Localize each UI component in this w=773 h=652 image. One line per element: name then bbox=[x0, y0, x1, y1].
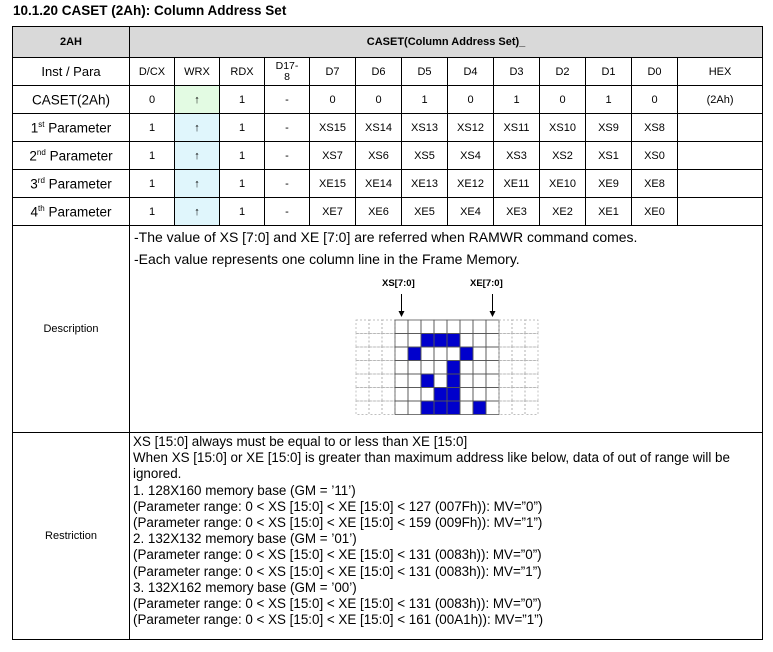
table-cell: XE3 bbox=[494, 198, 540, 226]
column-header: D5 bbox=[402, 58, 448, 86]
restriction-line: (Parameter range: 0 < XS [15:0] < XE [15:0] < 161 (00A1h)): MV=”1”) bbox=[133, 612, 544, 628]
table-row bbox=[13, 198, 763, 226]
dashed-cell bbox=[356, 320, 369, 334]
table-cell: - bbox=[265, 142, 310, 170]
dashed-cell bbox=[369, 347, 382, 361]
table-cell: 0 bbox=[356, 86, 402, 114]
dashed-cell bbox=[382, 374, 395, 388]
dashed-cell bbox=[499, 388, 512, 402]
filled-pixel bbox=[460, 347, 473, 361]
xe-label: XE[7:0] bbox=[470, 278, 503, 289]
table-cell: XE4 bbox=[448, 198, 494, 226]
dashed-cell bbox=[356, 361, 369, 375]
table-cell bbox=[678, 198, 763, 226]
table-cell: XS7 bbox=[310, 142, 356, 170]
table-cell: XE15 bbox=[310, 170, 356, 198]
column-header-row bbox=[13, 58, 763, 86]
table-cell bbox=[678, 114, 763, 142]
dashed-cell bbox=[382, 334, 395, 348]
description-row bbox=[13, 226, 763, 433]
row-label-suffix: Parameter bbox=[44, 120, 112, 136]
dashed-cell bbox=[369, 374, 382, 388]
table-cell: 1 bbox=[130, 198, 175, 226]
row-label bbox=[13, 142, 130, 170]
dashed-cell bbox=[356, 388, 369, 402]
restriction-line: When XS [15:0] or XE [15:0] is greater than maximum address like below, data of out of range will be ignored. bbox=[133, 450, 730, 482]
restriction-line: 1. 128X160 memory base (GM = ’11’) bbox=[133, 482, 356, 498]
dashed-cell bbox=[369, 334, 382, 348]
grid-cell bbox=[408, 361, 421, 375]
dashed-cell bbox=[369, 361, 382, 375]
filled-pixel bbox=[421, 374, 434, 388]
grid-cell bbox=[408, 320, 421, 334]
dashed-cell bbox=[525, 388, 538, 402]
header-code: 2AH bbox=[13, 27, 130, 58]
dashed-cell bbox=[382, 361, 395, 375]
xs-arrowhead bbox=[399, 311, 405, 317]
table-cell: XS2 bbox=[540, 142, 586, 170]
dashed-cell bbox=[512, 320, 525, 334]
table-cell: XS14 bbox=[356, 114, 402, 142]
dashed-cell bbox=[512, 347, 525, 361]
grid-cell bbox=[408, 388, 421, 402]
dashed-cell bbox=[369, 388, 382, 402]
table-cell: XE10 bbox=[540, 170, 586, 198]
table-cell: XE5 bbox=[402, 198, 448, 226]
table-cell: 1 bbox=[130, 170, 175, 198]
table-row bbox=[13, 86, 763, 114]
grid-cell bbox=[473, 388, 486, 402]
table-cell: XE8 bbox=[632, 170, 678, 198]
table-cell: XS12 bbox=[448, 114, 494, 142]
table-row bbox=[13, 114, 763, 142]
row-label bbox=[13, 86, 130, 114]
dashed-cell bbox=[499, 374, 512, 388]
description-line-2: -Each value represents one column line in the Frame Memory. bbox=[134, 251, 520, 267]
grid-cell bbox=[421, 388, 434, 402]
grid-cell bbox=[434, 347, 447, 361]
column-header: Inst / Para bbox=[13, 58, 130, 86]
filled-pixel bbox=[421, 401, 434, 415]
table-cell: ↑ bbox=[175, 86, 220, 114]
table-cell: XS15 bbox=[310, 114, 356, 142]
dashed-cell bbox=[512, 401, 525, 415]
table-cell: XS11 bbox=[494, 114, 540, 142]
restriction-line: (Parameter range: 0 < XS [15:0] < XE [15:0] < 127 (007Fh)): MV=”0”) bbox=[133, 498, 543, 514]
table-cell: XE14 bbox=[356, 170, 402, 198]
grid-cell bbox=[408, 374, 421, 388]
table-cell: XE0 bbox=[632, 198, 678, 226]
grid-cell bbox=[421, 320, 434, 334]
table-cell: 1 bbox=[220, 198, 265, 226]
row-label-suffix: Parameter bbox=[45, 148, 113, 164]
row-label-text: 1 bbox=[30, 120, 39, 136]
table-cell: 1 bbox=[220, 142, 265, 170]
table-cell: 1 bbox=[586, 86, 632, 114]
filled-pixel bbox=[434, 401, 447, 415]
dashed-cell bbox=[499, 361, 512, 375]
frame-memory-diagram bbox=[350, 278, 550, 443]
table-cell: 1 bbox=[130, 142, 175, 170]
row-label-text: CASET(2Ah) bbox=[31, 92, 111, 108]
table-cell: 1 bbox=[494, 86, 540, 114]
table-cell: XE2 bbox=[540, 198, 586, 226]
table-cell: ↑ bbox=[175, 114, 220, 142]
filled-pixel bbox=[434, 388, 447, 402]
table-cell: 0 bbox=[310, 86, 356, 114]
dashed-cell bbox=[499, 347, 512, 361]
dashed-cell bbox=[525, 334, 538, 348]
xs-label: XS[7:0] bbox=[382, 278, 415, 289]
table-cell: (2Ah) bbox=[678, 86, 763, 114]
column-header: D1 bbox=[586, 58, 632, 86]
table-cell: XS5 bbox=[402, 142, 448, 170]
table-cell: - bbox=[265, 86, 310, 114]
table-cell: XS8 bbox=[632, 114, 678, 142]
dashed-cell bbox=[356, 347, 369, 361]
table-cell: - bbox=[265, 170, 310, 198]
grid-cell bbox=[395, 388, 408, 402]
section-title: 10.1.20 CASET (2Ah): Column Address Set bbox=[13, 3, 287, 18]
table-cell: XE11 bbox=[494, 170, 540, 198]
filled-pixel bbox=[434, 334, 447, 348]
column-header: D3 bbox=[494, 58, 540, 86]
dashed-cell bbox=[525, 347, 538, 361]
header-command: CASET(Column Address Set)_ bbox=[130, 27, 763, 58]
grid-cell bbox=[408, 401, 421, 415]
dashed-cell bbox=[356, 401, 369, 415]
row-label-text: 2 bbox=[29, 148, 37, 164]
grid-cell bbox=[486, 361, 499, 375]
grid-cell bbox=[395, 334, 408, 348]
table-cell: XE6 bbox=[356, 198, 402, 226]
restriction-line: 3. 132X162 memory base (GM = ’00’) bbox=[133, 579, 357, 595]
dashed-cell bbox=[382, 388, 395, 402]
memory-grid bbox=[350, 278, 550, 443]
dashed-cell bbox=[525, 401, 538, 415]
filled-pixel bbox=[447, 374, 460, 388]
grid-cell bbox=[408, 334, 421, 348]
caset-table bbox=[12, 26, 763, 640]
table-cell bbox=[678, 170, 763, 198]
grid-cell bbox=[395, 320, 408, 334]
column-header: D6 bbox=[356, 58, 402, 86]
table-cell: 1 bbox=[130, 114, 175, 142]
table-cell: XS1 bbox=[586, 142, 632, 170]
grid-cell bbox=[421, 361, 434, 375]
grid-cell bbox=[473, 334, 486, 348]
dashed-cell bbox=[382, 320, 395, 334]
grid-cell bbox=[473, 347, 486, 361]
table-cell: 1 bbox=[220, 170, 265, 198]
dashed-cell bbox=[525, 374, 538, 388]
grid-cell bbox=[434, 361, 447, 375]
table-cell: 0 bbox=[130, 86, 175, 114]
column-header: D7 bbox=[310, 58, 356, 86]
description-line-1: -The value of XS [7:0] and XE [7:0] are referred when RAMWR command comes. bbox=[134, 229, 638, 245]
dashed-cell bbox=[382, 401, 395, 415]
column-header: D17-8 bbox=[265, 58, 310, 86]
dashed-cell bbox=[369, 320, 382, 334]
row-label-sup: th bbox=[38, 203, 45, 213]
table-cell: ↑ bbox=[175, 198, 220, 226]
restriction-line: 2. 132X132 memory base (GM = ’01’) bbox=[133, 531, 357, 547]
row-label-text: 4 bbox=[30, 204, 39, 220]
restriction-label: Restriction bbox=[13, 433, 130, 640]
column-header: D0 bbox=[632, 58, 678, 86]
row-label bbox=[13, 170, 130, 198]
restriction-content bbox=[130, 433, 763, 640]
grid-cell bbox=[395, 374, 408, 388]
column-header: WRX bbox=[175, 58, 220, 86]
dashed-cell bbox=[499, 401, 512, 415]
filled-pixel bbox=[447, 388, 460, 402]
table-cell: XS13 bbox=[402, 114, 448, 142]
table-cell: XS3 bbox=[494, 142, 540, 170]
dashed-cell bbox=[512, 334, 525, 348]
dashed-cell bbox=[382, 347, 395, 361]
filled-pixel bbox=[421, 334, 434, 348]
grid-cell bbox=[395, 361, 408, 375]
dashed-cell bbox=[512, 388, 525, 402]
table-cell bbox=[678, 142, 763, 170]
row-label-sup: rd bbox=[37, 175, 45, 185]
table-cell: XE1 bbox=[586, 198, 632, 226]
restriction-line: XS [15:0] always must be equal to or less than XE [15:0] bbox=[133, 434, 468, 449]
description-content bbox=[130, 226, 763, 433]
filled-pixel bbox=[447, 401, 460, 415]
table-cell: XS6 bbox=[356, 142, 402, 170]
column-header: HEX bbox=[678, 58, 763, 86]
dashed-cell bbox=[525, 320, 538, 334]
column-header: RDX bbox=[220, 58, 265, 86]
grid-cell bbox=[395, 347, 408, 361]
table-row bbox=[13, 170, 763, 198]
filled-pixel bbox=[447, 361, 460, 375]
column-header: D2 bbox=[540, 58, 586, 86]
dashed-cell bbox=[525, 361, 538, 375]
dashed-cell bbox=[512, 374, 525, 388]
grid-cell bbox=[434, 374, 447, 388]
grid-cell bbox=[460, 320, 473, 334]
xe-arrowhead bbox=[490, 311, 496, 317]
table-cell: XE12 bbox=[448, 170, 494, 198]
grid-cell bbox=[395, 401, 408, 415]
table-cell: XE9 bbox=[586, 170, 632, 198]
table-cell: XE7 bbox=[310, 198, 356, 226]
row-label-suffix: Parameter bbox=[44, 204, 112, 220]
restriction-line: (Parameter range: 0 < XS [15:0] < XE [15:0] < 131 (0083h)): MV=”1”) bbox=[133, 563, 542, 579]
row-label-sup: st bbox=[38, 119, 45, 129]
table-cell: 0 bbox=[448, 86, 494, 114]
table-cell: XS4 bbox=[448, 142, 494, 170]
table-cell: 0 bbox=[632, 86, 678, 114]
table-row bbox=[13, 142, 763, 170]
table-cell: - bbox=[265, 114, 310, 142]
description-label: Description bbox=[13, 226, 130, 433]
row-label-text: 3 bbox=[30, 176, 38, 192]
grid-cell bbox=[473, 320, 486, 334]
grid-cell bbox=[486, 401, 499, 415]
grid-cell bbox=[447, 347, 460, 361]
column-header: D/CX bbox=[130, 58, 175, 86]
row-label bbox=[13, 114, 130, 142]
restriction-row bbox=[13, 433, 763, 640]
grid-cell bbox=[421, 347, 434, 361]
grid-cell bbox=[473, 361, 486, 375]
table-cell: 1 bbox=[402, 86, 448, 114]
row-label bbox=[13, 198, 130, 226]
grid-cell bbox=[486, 388, 499, 402]
filled-pixel bbox=[408, 347, 421, 361]
table-cell: ↑ bbox=[175, 170, 220, 198]
dashed-cell bbox=[499, 320, 512, 334]
dashed-cell bbox=[512, 361, 525, 375]
header-row bbox=[13, 27, 763, 58]
table-cell: 0 bbox=[540, 86, 586, 114]
table-cell: - bbox=[265, 198, 310, 226]
grid-cell bbox=[486, 347, 499, 361]
grid-cell bbox=[460, 334, 473, 348]
grid-cell bbox=[460, 374, 473, 388]
table-cell: 1 bbox=[220, 86, 265, 114]
restriction-line: (Parameter range: 0 < XS [15:0] < XE [15:0] < 131 (0083h)): MV=”0”) bbox=[133, 596, 542, 612]
grid-cell bbox=[447, 320, 460, 334]
grid-cell bbox=[473, 374, 486, 388]
dashed-cell bbox=[499, 334, 512, 348]
restriction-line: (Parameter range: 0 < XS [15:0] < XE [15:0] < 159 (009Fh)): MV=”1”) bbox=[133, 515, 543, 531]
table-cell: XS0 bbox=[632, 142, 678, 170]
filled-pixel bbox=[447, 334, 460, 348]
table-cell: 1 bbox=[220, 114, 265, 142]
dashed-cell bbox=[356, 374, 369, 388]
row-label-sup: nd bbox=[36, 147, 46, 157]
table-cell: XS9 bbox=[586, 114, 632, 142]
grid-cell bbox=[460, 361, 473, 375]
table-cell: ↑ bbox=[175, 142, 220, 170]
filled-pixel bbox=[473, 401, 486, 415]
row-label-suffix: Parameter bbox=[44, 176, 112, 192]
grid-cell bbox=[486, 320, 499, 334]
grid-cell bbox=[460, 388, 473, 402]
grid-cell bbox=[460, 401, 473, 415]
dashed-cell bbox=[369, 401, 382, 415]
grid-cell bbox=[486, 374, 499, 388]
table-cell: XE13 bbox=[402, 170, 448, 198]
column-header: D4 bbox=[448, 58, 494, 86]
restriction-line: (Parameter range: 0 < XS [15:0] < XE [15:0] < 131 (0083h)): MV=”0”) bbox=[133, 547, 542, 563]
grid-cell bbox=[434, 320, 447, 334]
dashed-cell bbox=[356, 334, 369, 348]
table-cell: XS10 bbox=[540, 114, 586, 142]
grid-cell bbox=[486, 334, 499, 348]
